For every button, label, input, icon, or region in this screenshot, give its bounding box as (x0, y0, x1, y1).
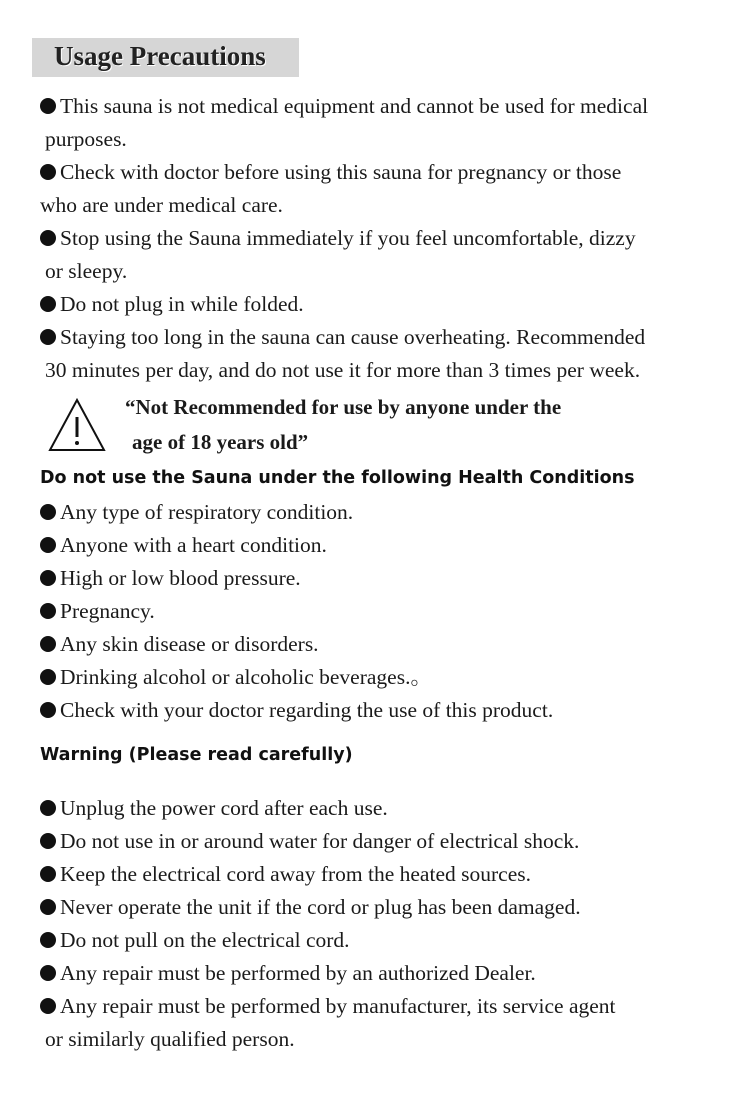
bullet-icon (40, 998, 56, 1014)
bullet-icon (40, 329, 56, 345)
condition-text: Any type of respiratory condition. (60, 500, 354, 524)
precaution-item (40, 93, 648, 119)
bullet-icon (40, 833, 56, 849)
warning-item (40, 960, 536, 986)
condition-item (40, 532, 327, 558)
warning-text: Never operate the unit if the cord or plug has been damaged. (60, 895, 581, 919)
health-conditions-heading: Do not use the Sauna under the following Health Conditions (40, 468, 635, 488)
condition-item (40, 631, 319, 657)
precaution-item-continuation: 30 minutes per day, and do not use it for more than 3 times per week. (45, 358, 641, 382)
bullet-icon (40, 899, 56, 915)
warning-item (40, 927, 350, 953)
condition-item (40, 697, 553, 723)
precaution-text: This sauna is not medical equipment and cannot be used for medical (60, 94, 649, 118)
warning-text: Do not pull on the electrical cord. (60, 928, 350, 952)
precaution-item-continuation: who are under medical care. (40, 193, 283, 217)
warning-heading: Warning (Please read carefully) (40, 745, 353, 765)
condition-text: Pregnancy. (60, 599, 155, 623)
condition-text: Anyone with a heart condition. (60, 533, 327, 557)
age-warning-line2: age of 18 years old” (132, 430, 309, 454)
warning-text: Do not use in or around water for danger of electrical shock. (60, 829, 580, 853)
warning-text: Any repair must be performed by manufacturer, its service agent (60, 994, 616, 1018)
condition-text: High or low blood pressure. (60, 566, 301, 590)
precaution-item-continuation: or sleepy. (45, 259, 128, 283)
bullet-icon (40, 702, 56, 718)
bullet-icon (40, 669, 56, 685)
warning-triangle-icon (47, 397, 107, 453)
precaution-item-continuation: purposes. (45, 127, 127, 151)
condition-text: Drinking alcohol or alcoholic beverages.。 (60, 665, 432, 689)
condition-item (40, 565, 301, 591)
bullet-icon (40, 98, 56, 114)
warning-item (40, 894, 581, 920)
bullet-icon (40, 296, 56, 312)
bullet-icon (40, 932, 56, 948)
warning-item (40, 795, 388, 821)
precaution-item (40, 291, 304, 317)
age-warning-line1: “Not Recommended for use by anyone under the (125, 395, 562, 419)
page-title: Usage Precautions (54, 41, 266, 71)
bullet-icon (40, 965, 56, 981)
bullet-icon (40, 636, 56, 652)
warning-text: Keep the electrical cord away from the heated sources. (60, 862, 531, 886)
precaution-item (40, 159, 621, 185)
precaution-text: Staying too long in the sauna can cause overheating. Recommended (60, 325, 646, 349)
precaution-item (40, 225, 636, 251)
precaution-text: Check with doctor before using this sauna for pregnancy or those (60, 160, 622, 184)
condition-text: Any skin disease or disorders. (60, 632, 319, 656)
precaution-item (40, 324, 645, 350)
bullet-icon (40, 504, 56, 520)
bullet-icon (40, 230, 56, 246)
bullet-icon (40, 164, 56, 180)
condition-item (40, 664, 432, 690)
condition-item (40, 499, 353, 525)
precaution-text: Stop using the Sauna immediately if you feel uncomfortable, dizzy (60, 226, 636, 250)
bullet-icon (40, 537, 56, 553)
bullet-icon (40, 866, 56, 882)
warning-item (40, 828, 579, 854)
condition-text: Check with your doctor regarding the use of this product. (60, 698, 554, 722)
warning-text: Unplug the power cord after each use. (60, 796, 388, 820)
warning-item-continuation: or similarly qualified person. (45, 1027, 295, 1051)
precaution-text: Do not plug in while folded. (60, 292, 304, 316)
warning-item (40, 993, 616, 1019)
warning-text: Any repair must be performed by an authorized Dealer. (60, 961, 536, 985)
warning-item (40, 861, 531, 887)
bullet-icon (40, 570, 56, 586)
bullet-icon (40, 800, 56, 816)
condition-item (40, 598, 155, 624)
bullet-icon (40, 603, 56, 619)
